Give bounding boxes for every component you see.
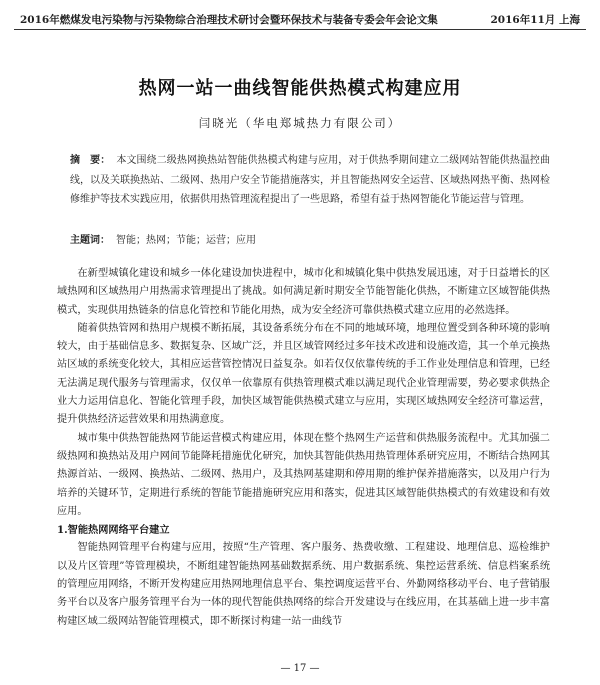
paper-title: 热网一站一曲线智能供热模式构建应用 xyxy=(138,78,462,99)
body-paragraph-4: 智能热网管理平台构建与应用，按照“生产管理、客户服务、热费收缴、工程建设、地理信息、巡检维护以及片区管理”等管理模块，不断组建智能热网基础数据系统、用户数据系统、集控运营系统、信息档案系统的管理应用网络，不断开发构建应用热网地理信息平台、集控调度运营平台、外勤网络移动平台、电子营销服务平台以及客户服务管理平台为一体的现代智能供热网络的综合开发建设与在线应用，在其基础上进一步丰富构建区域二级网站智能管理模式，即不断探讨构建一站一曲线节 xyxy=(57,542,551,627)
running-header-right: 2016年11月 上海 xyxy=(490,14,580,26)
running-header xyxy=(20,12,580,27)
section-heading-1: 1.智能热网网络平台建立 xyxy=(57,524,170,537)
keywords-label: 主题词： xyxy=(70,235,110,246)
body-paragraph-1: 在新型城镇化建设和城乡一体化建设加快进程中，城市化和城镇化集中供热发展迅速，对于日益增长的区域热网和区域热用户用热需求管理提出了挑战。如何满足新时期安全节能智能化供热，不断建立区域智能供热模式，实现供用热链条的信息化管控和节能化用热，成为安全经济可靠供热模式建立应用的必然选择。 xyxy=(57,268,550,316)
keywords xyxy=(70,231,550,246)
page-number: — 17 — xyxy=(280,663,320,674)
keywords-text: 智能；热网；节能；运营；应用 xyxy=(116,235,256,246)
body-paragraph-2: 随着供热管网和热用户规模不断拓展，其设备系统分布在不同的地域环境，地理位置受到各种环境的影响较大，由于基础信息多、数据复杂、区域广泛，并且区域管网经过多年技术改进和设施改造，其一个单元换热站区域的系统变化较大，其相应运营管控情况日益复杂。如若仅仅依靠传统的手工作业处理信息和管理，已经无法满足现代服务与管理需求，仅仅单一依靠原有供热管理模式难以满足现代企业管理需要，势必要求供热企业大力运用信息化、智能化管理手段，加快区域智能供热模式建立与应用，实现区域热网安全经济可靠运营，提升供热经济运营效果和用热满意度。 xyxy=(57,322,550,426)
body-paragraph-3: 城市集中供热智能热网节能运营模式构建应用，体现在整个热网生产运营和供热服务流程中。尤其加强二级热网和换热站及用户网间节能降耗措施优化研究，加快其智能供热用热管理体系研究应用，不断结合热网其热源首站、一级网、换热站、二级网、热用户，及其热网基建期和停用期的维护保养措施落实，以及用户行为培养的关键环节，定期进行系统的智能节能措施研究应用和落实，促进其区域智能供热模式的有效建设和有效应用。 xyxy=(57,432,550,517)
header-rule xyxy=(14,29,586,30)
abstract-text: 本文围绕二级热网换热站智能供热模式构建与应用，对于供热季期间建立二级网站智能供热温控曲线，以及关联换热站、二级网、热用户安全节能措施落实，并且智能热网安全运营、区域热网热平衡、热网检修维护等技术实践应用，依据供用热管理流程提出了一些思路，希望有益于热网智能化节能运营与管理。 xyxy=(70,155,551,205)
body-text xyxy=(57,265,550,631)
abstract xyxy=(70,151,550,210)
running-header-left: 2016年燃煤发电污染物与污染物综合治理技术研讨会暨环保技术与装备专委会年会论文集 xyxy=(20,14,438,26)
author-line: 闫晓光（华电郑城热力有限公司） xyxy=(198,116,402,130)
abstract-label: 摘 要： xyxy=(70,155,111,166)
